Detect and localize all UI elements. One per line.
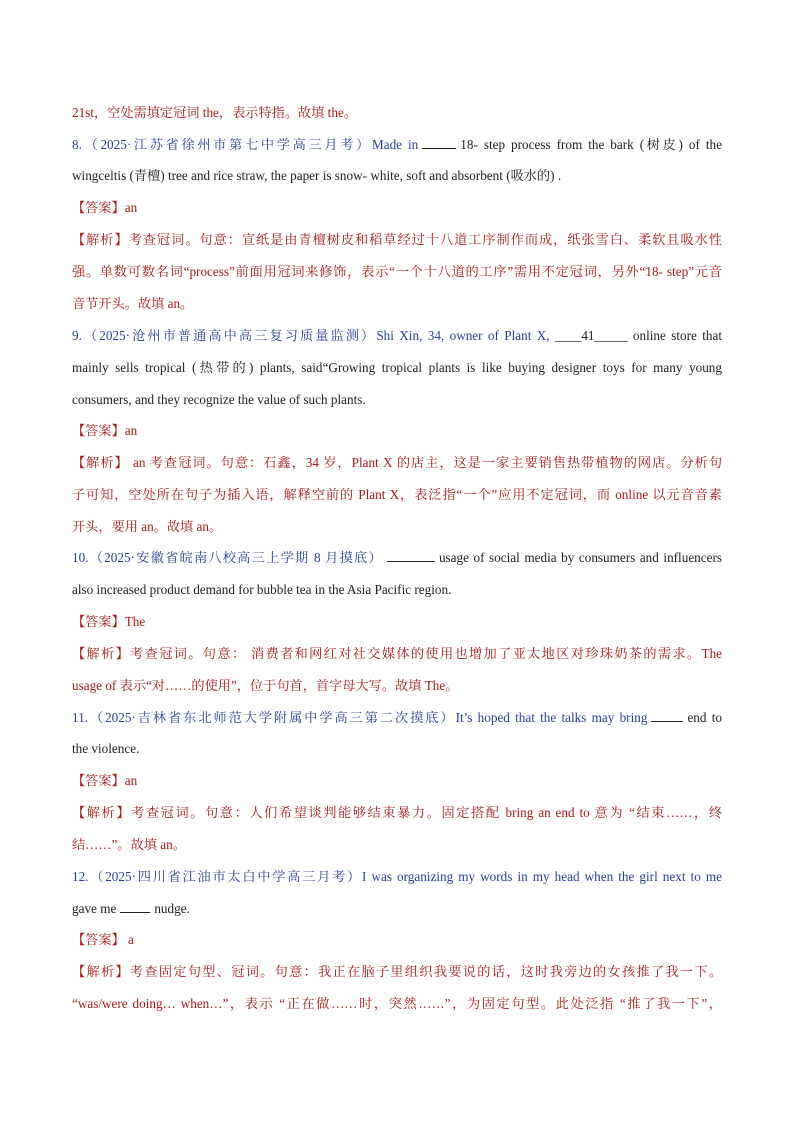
- text-segment: 强。单数可数名词“process”前面用冠词来修饰，表示“一个十八道的工序”需用不定冠词，另外“18- step”元音: [72, 264, 722, 279]
- text-segment: 【答案】: [72, 932, 125, 947]
- text-segment: online store that: [632, 328, 722, 343]
- text-line: [72, 613, 722, 631]
- text-line: [72, 709, 722, 727]
- text-segment: nudge.: [154, 901, 190, 916]
- text-line: [72, 167, 722, 185]
- text-line: [72, 581, 722, 599]
- text-segment: 开头，要用 an。故填 an。: [72, 519, 223, 534]
- text-segment: 21st，空处需填定冠词 the，表示特指。故填 the。: [72, 105, 357, 120]
- text-segment: 考查冠词。句意： 消费者和网红对社交媒体的使用也增加了亚太地区对珍珠奶茶的需求。The: [130, 646, 723, 661]
- text-segment: 10.（2025·安徽省皖南八校高三上学期 8 月摸底）: [72, 550, 383, 565]
- text-segment: an: [124, 773, 138, 788]
- text-segment: 【解析】: [72, 964, 130, 979]
- answer-blank: [651, 709, 683, 722]
- text-line: [72, 804, 722, 822]
- text-line: [72, 486, 722, 504]
- text-line: [72, 900, 722, 918]
- text-segment: “was/were doing… when…”，表示 “正在做……时，突然……”，为固定句型。此处泛指 “推了我一下”，: [72, 996, 722, 1011]
- text-line: [72, 454, 722, 472]
- text-line: [72, 518, 722, 536]
- text-segment: 音节开头。故填 an。: [72, 296, 194, 311]
- text-segment: 12.（2025·四川省江油市太白中学高三月考）I was organizing my words in my head when the girl next to me: [72, 869, 722, 884]
- text-segment: 【答案】: [72, 200, 125, 215]
- text-segment: consumers, and they recognize the value of such plants.: [72, 392, 366, 407]
- text-line: [72, 995, 722, 1013]
- text-segment: 考查固定句型、冠词。句意：我正在脑子里组织我要说的话，这时我旁边的女孩推了我一下。: [129, 964, 723, 979]
- text-segment: usage of 表示“对……的使用”，位于句首，首字母大写。故填 The。: [72, 678, 459, 693]
- text-segment: 18- step process from the bark (树皮) of the: [460, 137, 722, 152]
- text-segment: 结……”。故填 an。: [72, 837, 186, 852]
- text-segment: ____41_____: [549, 328, 633, 343]
- text-segment: 【解析】: [72, 455, 129, 470]
- text-line: [72, 963, 722, 981]
- text-segment: end to: [687, 710, 722, 725]
- text-segment: 【答案】: [72, 614, 125, 629]
- text-segment: 8.（2025·江苏省徐州市第七中学高三月考）Made in: [72, 137, 419, 152]
- text-segment: a: [124, 932, 134, 947]
- text-segment: The: [124, 614, 146, 629]
- text-line: [72, 772, 722, 790]
- text-segment: 9.（2025·沧州市普通高中高三复习质量监测）Shi Xin, 34, owner of Plant X,: [72, 328, 550, 343]
- text-line: [72, 836, 722, 854]
- text-line: [72, 645, 722, 663]
- text-line: [72, 677, 722, 695]
- text-segment: also increased product demand for bubble tea in the Asia Pacific region.: [72, 582, 452, 597]
- text-segment: 子可知，空处所在句子为插入语，解释空前的 Plant X，表泛指“一个”应用不定冠词，而 online 以元音音素: [72, 487, 722, 502]
- answer-blank: [120, 900, 150, 913]
- text-segment: an: [124, 423, 138, 438]
- text-segment: 考查冠词。句意：宣纸是由青檀树皮和稻草经过十八道工序制作而成，纸张雪白、柔软且吸水性: [128, 232, 722, 247]
- answer-blank: [422, 136, 456, 149]
- text-line: [72, 740, 722, 758]
- text-line: [72, 549, 722, 567]
- text-segment: 【解析】: [72, 232, 129, 247]
- text-segment: an 考查冠词。句意：石鑫，34 岁，Plant X 的店主，这是一家主要销售热带植物的网店。分析句: [128, 455, 723, 470]
- text-segment: mainly sells tropical (热带的) plants, said“Growing tropical plants is like buying designer toys for many young: [72, 360, 722, 375]
- text-line: [72, 422, 722, 440]
- text-line: [72, 868, 722, 886]
- text-line: [72, 136, 722, 154]
- text-segment: 11.（2025·吉林省东北师范大学附属中学高三第二次摸底）It’s hoped that the talks may bring: [72, 710, 648, 725]
- text-segment: 考查冠词。句意：人们希望谈判能够结束暴力。固定搭配 bring an end to 意为 “结束……，终: [131, 805, 723, 820]
- text-line: [72, 931, 722, 949]
- text-segment: wingceltis (青檀) tree and rice straw, the paper is snow- white, soft and absorbent (吸水的) .: [72, 168, 562, 183]
- text-segment: 【解析】: [72, 646, 131, 661]
- text-line: [72, 104, 722, 122]
- text-line: [72, 231, 722, 249]
- text-segment: the violence.: [72, 741, 140, 756]
- text-segment: an: [124, 200, 138, 215]
- text-segment: usage of social media by consumers and influencers: [438, 550, 722, 565]
- text-segment: gave me: [72, 901, 117, 916]
- text-line: [72, 391, 722, 409]
- text-line: [72, 295, 722, 313]
- text-segment: 【答案】: [72, 773, 125, 788]
- text-line: [72, 263, 722, 281]
- text-line: [72, 199, 722, 217]
- text-line: [72, 327, 722, 345]
- text-segment: 【解析】: [72, 805, 132, 820]
- text-segment: 【答案】: [72, 423, 125, 438]
- text-line: [72, 359, 722, 377]
- answer-blank: [387, 549, 435, 562]
